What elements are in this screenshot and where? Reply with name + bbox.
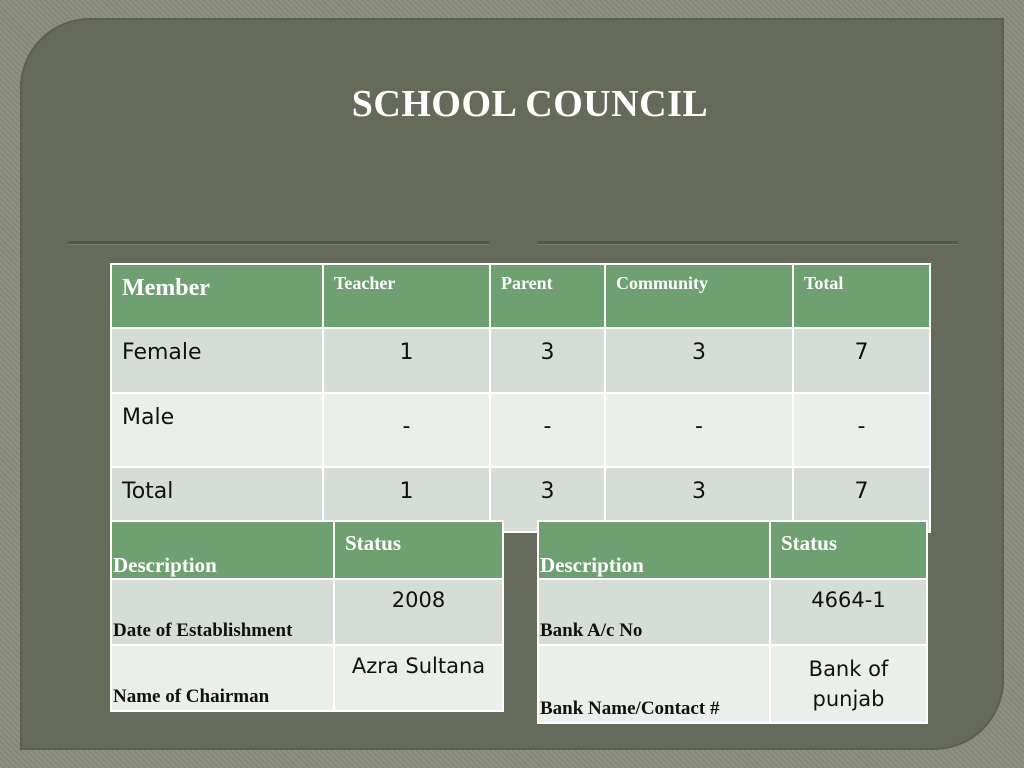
- header-parent: Parent: [490, 264, 605, 328]
- cell-value: 1: [323, 467, 490, 532]
- description-cell: Date of Establishment: [111, 579, 334, 645]
- page-title: SCHOOL COUNCIL: [351, 83, 709, 125]
- row-label: Male: [111, 393, 323, 467]
- table-row: [111, 393, 930, 467]
- header-community: Community: [605, 264, 793, 328]
- cell-value: -: [605, 393, 793, 467]
- cell-value: -: [490, 393, 605, 467]
- cell-value: 3: [490, 467, 605, 532]
- cell-value: -: [793, 393, 930, 467]
- divider-left: [68, 241, 489, 245]
- header-status: Status: [770, 521, 927, 579]
- row-label: Total: [111, 467, 323, 532]
- table-row: [111, 645, 503, 711]
- cell-value: 3: [605, 328, 793, 393]
- cell-value: -: [323, 393, 490, 467]
- table-header-row: [538, 521, 927, 579]
- member-header-row: [111, 264, 930, 328]
- cell-value: 1: [323, 328, 490, 393]
- header-status: Status: [334, 521, 503, 579]
- description-cell: Bank A/c No: [538, 579, 770, 645]
- cell-value: 7: [793, 328, 930, 393]
- row-label: Female: [111, 328, 323, 393]
- cell-value: 3: [605, 467, 793, 532]
- description-cell: Bank Name/Contact #: [538, 645, 770, 723]
- bank-table: [537, 520, 928, 724]
- status-cell: Azra Sultana: [334, 645, 503, 711]
- status-cell: 4664-1: [770, 579, 927, 645]
- header-member: Member: [111, 264, 323, 328]
- status-cell: Bank of punjab: [770, 645, 927, 723]
- cell-value: 7: [793, 467, 930, 532]
- table-row: [538, 579, 927, 645]
- cell-value: 3: [490, 328, 605, 393]
- header-total: Total: [793, 264, 930, 328]
- header-description: Description: [111, 521, 334, 579]
- status-cell: 2008: [334, 579, 503, 645]
- header-teacher: Teacher: [323, 264, 490, 328]
- table-row: [111, 579, 503, 645]
- description-cell: Name of Chairman: [111, 645, 334, 711]
- table-row: [538, 645, 927, 723]
- header-description: Description: [538, 521, 770, 579]
- divider-right: [537, 241, 958, 245]
- establishment-table: [110, 520, 504, 712]
- table-row: [111, 328, 930, 393]
- member-table: [110, 263, 931, 533]
- table-header-row: [111, 521, 503, 579]
